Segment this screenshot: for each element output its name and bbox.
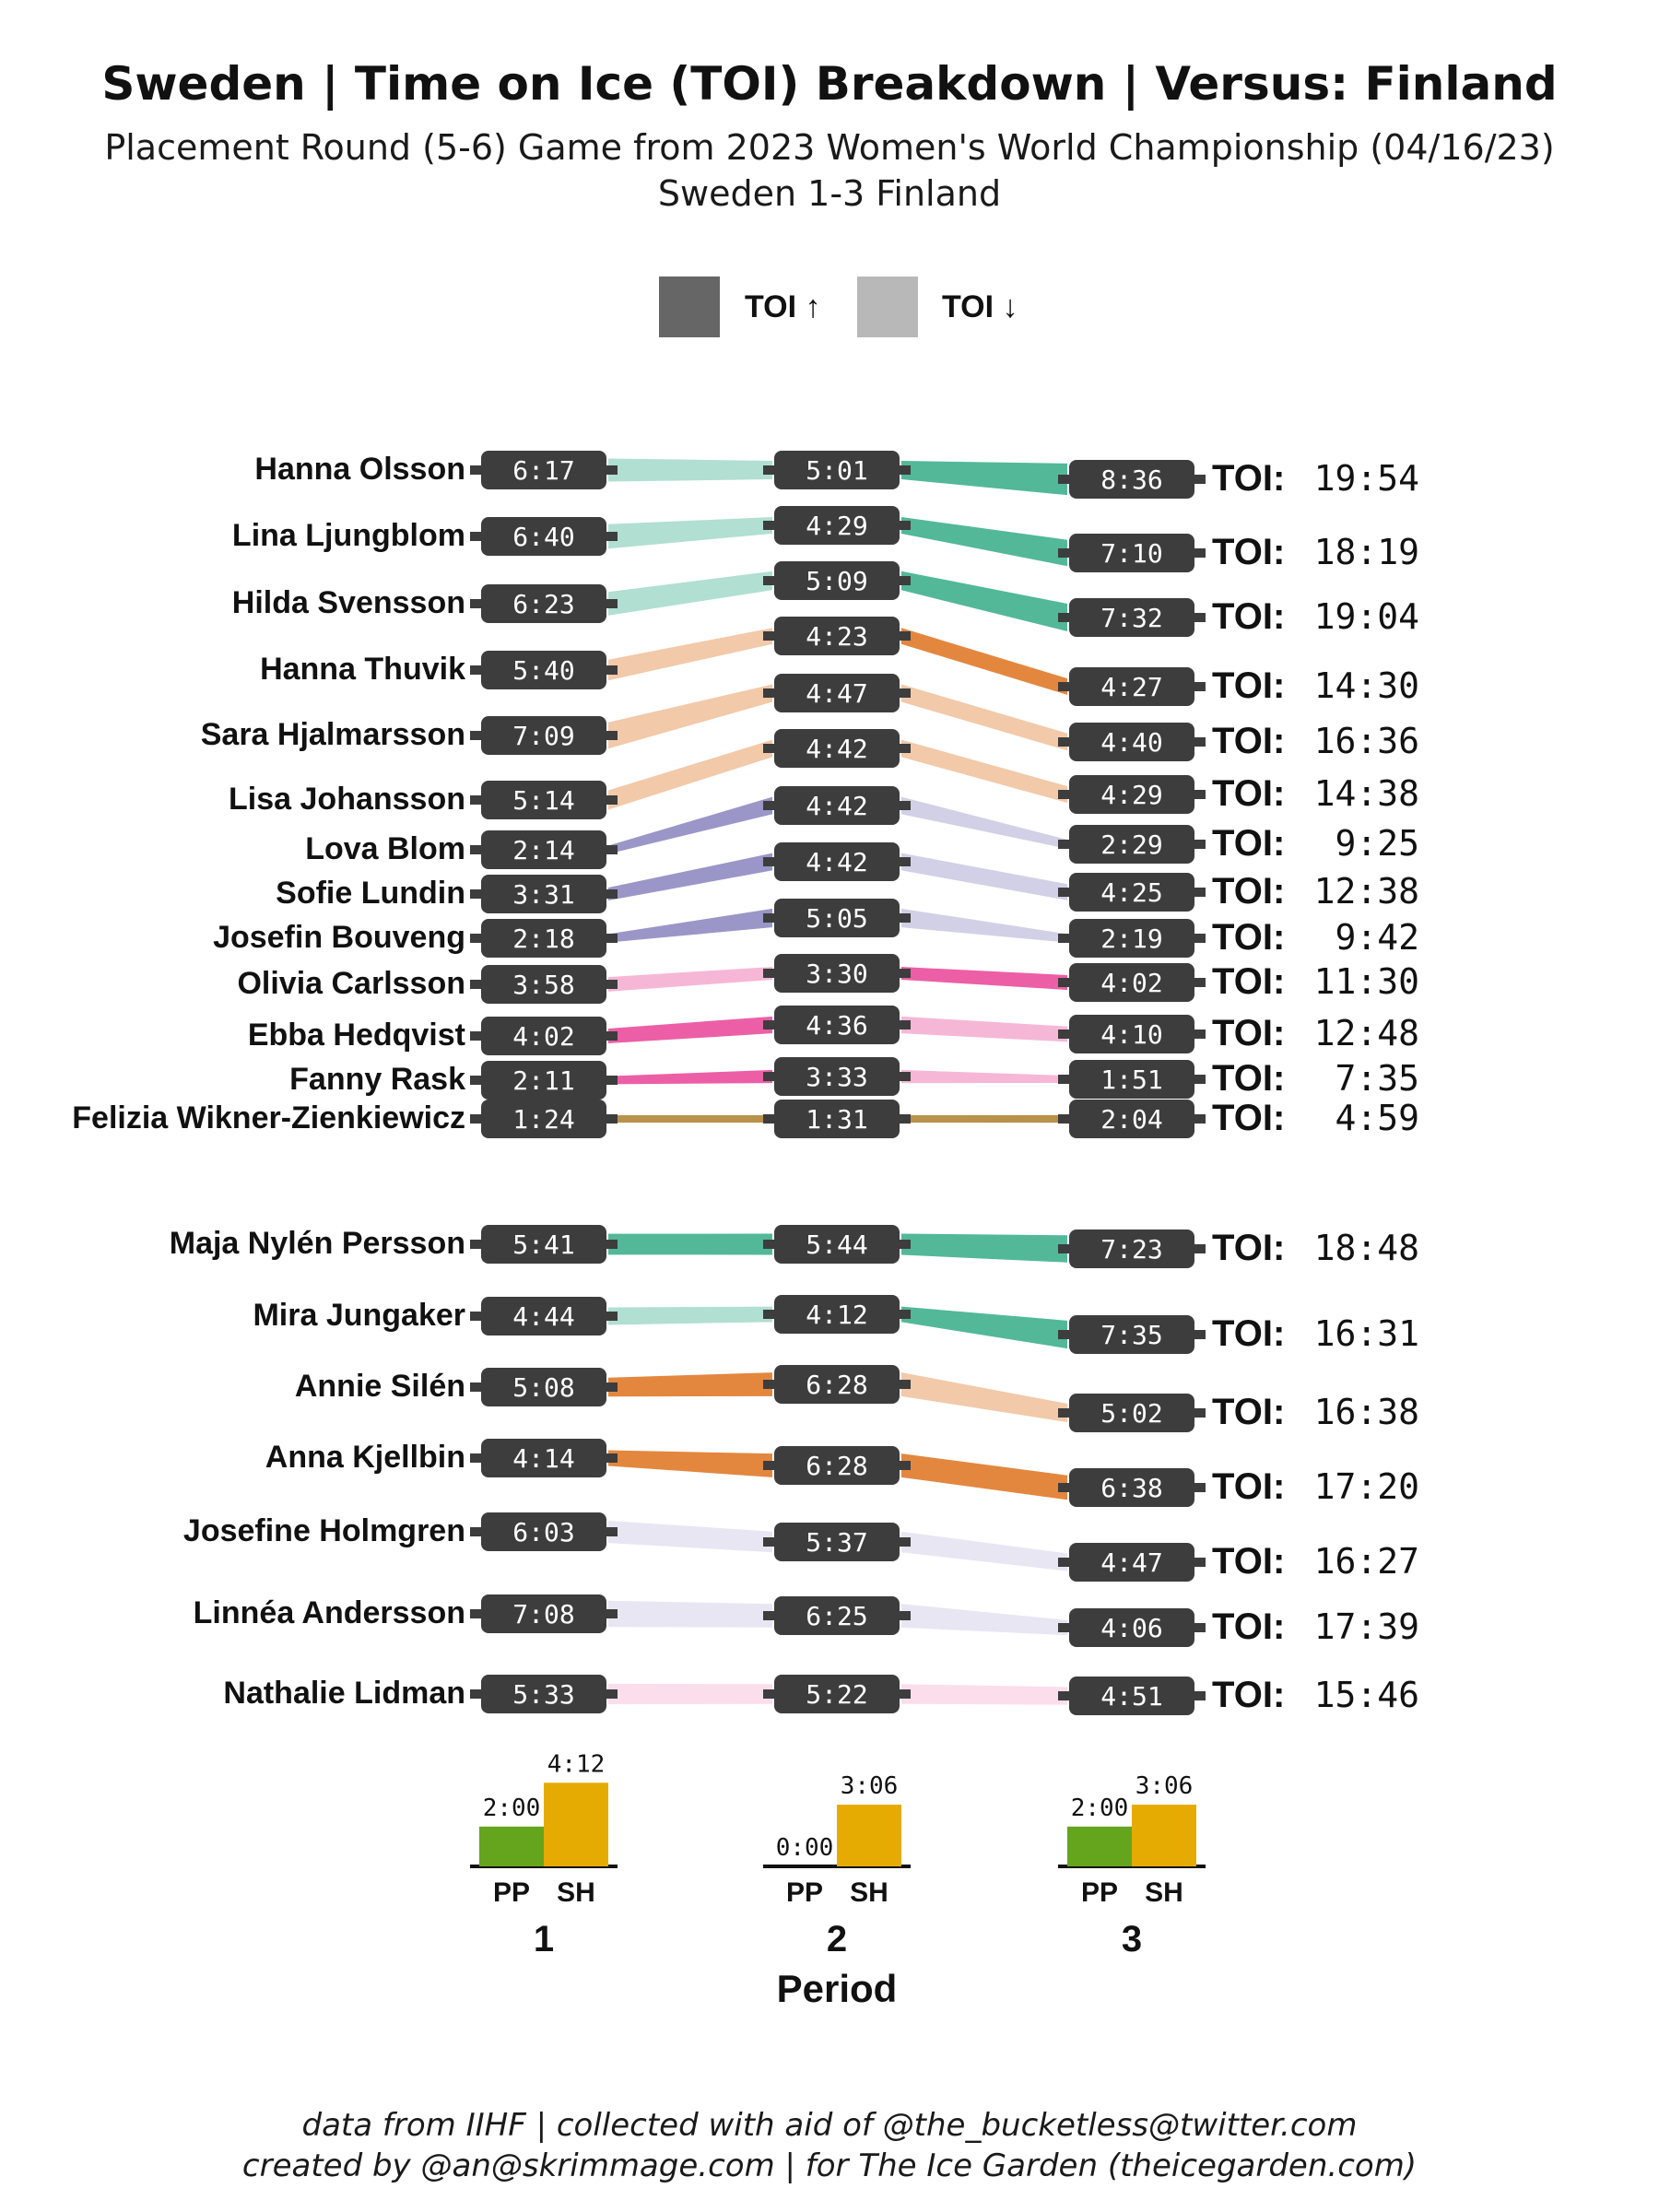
special-teams-value: 4:12 (547, 1750, 606, 1779)
period-toi-value: 2:29 (1100, 830, 1163, 860)
period-tick-label: 2 (826, 1919, 848, 1959)
toi-total-label: TOI: (1212, 823, 1286, 864)
toi-total-value: 11:30 (1313, 961, 1419, 1002)
period-toi-value: 1:31 (806, 1104, 868, 1135)
toi-band (608, 1521, 772, 1552)
period-toi-value: 4:29 (1100, 780, 1163, 810)
toi-total-label: TOI: (1212, 1013, 1286, 1053)
player-name: Annie Silén (294, 1369, 465, 1404)
toi-band (901, 1070, 1067, 1083)
toi-total-value: 19:04 (1313, 596, 1419, 637)
toi-total-label: TOI: (1212, 1466, 1286, 1507)
toi-total-label: TOI: (1212, 1058, 1286, 1099)
period-toi-value: 4:44 (512, 1301, 575, 1332)
toi-total-value: 16:36 (1313, 721, 1419, 761)
period-toi-value: 7:09 (512, 721, 575, 751)
period-toi-value: 2:14 (512, 835, 575, 865)
player-name: Hanna Thuvik (260, 652, 465, 687)
toi-total-label: TOI: (1212, 596, 1286, 637)
period-tick-label: 3 (1121, 1919, 1143, 1959)
toi-band (608, 1684, 772, 1704)
toi-total-value: 19:54 (1313, 458, 1419, 499)
toi-band (608, 458, 772, 481)
toi-total-label: TOI: (1212, 961, 1286, 1002)
toi-total-label: TOI: (1212, 1228, 1286, 1268)
toi-band (608, 797, 772, 854)
period-toi-value: 2:19 (1100, 924, 1163, 954)
chart-subtitle: Placement Round (5-6) Game from 2023 Women's World Championship (04/16/23) (104, 127, 1555, 168)
period-toi-value: 5:02 (1100, 1398, 1163, 1429)
special-teams-value: 0:00 (775, 1834, 834, 1862)
special-teams-bar (544, 1783, 608, 1866)
toi-total-label: TOI: (1212, 1392, 1286, 1432)
period-toi-value: 3:58 (512, 970, 575, 1000)
period-toi-value: 7:23 (1100, 1234, 1163, 1265)
toi-band (901, 740, 1067, 803)
period-toi-value: 5:33 (512, 1679, 575, 1710)
period-toi-value: 4:25 (1100, 877, 1163, 908)
special-teams-label: SH (850, 1877, 888, 1908)
period-toi-value: 7:08 (512, 1599, 575, 1630)
period-toi-value: 7:32 (1100, 603, 1163, 633)
toi-band (608, 1372, 772, 1396)
toi-band (901, 1234, 1067, 1263)
period-toi-value: 6:17 (512, 455, 575, 486)
toi-band (608, 1017, 772, 1043)
player-name: Sofie Lundin (276, 876, 465, 911)
toi-band (901, 909, 1067, 943)
toi-band (608, 853, 772, 900)
toi-band (901, 1017, 1067, 1041)
toi-total-label: TOI: (1212, 1098, 1286, 1138)
period-toi-value: 5:14 (512, 785, 575, 816)
player-name: Ebba Hedqvist (247, 1018, 465, 1053)
special-teams-value: 2:00 (1070, 1794, 1129, 1822)
toi-total-label: TOI: (1212, 871, 1286, 912)
player-name: Josefine Holmgren (182, 1513, 465, 1548)
period-toi-value: 7:35 (1100, 1320, 1163, 1350)
period-toi-value: 4:40 (1100, 727, 1163, 758)
player-name: Fanny Rask (289, 1062, 465, 1097)
toi-total-value: 18:19 (1313, 532, 1419, 572)
period-toi-value: 4:23 (806, 621, 868, 652)
toi-total-value: 12:48 (1313, 1013, 1419, 1053)
toi-total-value: 14:38 (1313, 773, 1419, 814)
period-toi-value: 6:38 (1100, 1473, 1163, 1503)
special-teams-bar (837, 1805, 901, 1866)
period-toi-value: 6:40 (512, 522, 575, 552)
footer-credit: created by @an@skrimmage.com | for The Ice Garden (theicegarden.com) (241, 2147, 1418, 2184)
period-toi-value: 6:03 (512, 1517, 575, 1547)
special-teams-value: 2:00 (482, 1794, 541, 1822)
toi-band (608, 1115, 772, 1123)
period-toi-value: 4:47 (806, 678, 868, 709)
toi-band (608, 909, 772, 943)
toi-total-value: 9:42 (1335, 917, 1419, 958)
period-toi-value: 6:28 (806, 1370, 868, 1400)
player-name: Linnéa Andersson (193, 1595, 465, 1630)
player-name: Olivia Carlsson (237, 966, 465, 1001)
period-toi-value: 4:27 (1100, 672, 1163, 702)
period-toi-value: 5:08 (512, 1372, 575, 1403)
toi-total-label: TOI: (1212, 1675, 1286, 1715)
toi-total-value: 18:48 (1313, 1228, 1419, 1268)
special-teams-label: PP (492, 1877, 531, 1908)
period-toi-value: 6:28 (806, 1451, 868, 1481)
toi-band (901, 853, 1067, 900)
period-toi-value: 2:04 (1100, 1104, 1163, 1135)
special-teams-label: PP (1080, 1877, 1119, 1908)
toi-total-value: 9:25 (1335, 823, 1419, 864)
period-toi-value: 4:29 (806, 511, 868, 541)
toi-total-value: 16:31 (1313, 1313, 1419, 1354)
player-name: Nathalie Lidman (223, 1676, 465, 1711)
toi-band (608, 571, 772, 616)
special-teams-label: SH (1145, 1877, 1183, 1908)
toi-band (608, 517, 772, 548)
toi-band (608, 1601, 772, 1628)
toi-band (608, 1070, 772, 1084)
period-toi-value: 5:41 (512, 1230, 575, 1260)
period-toi-value: 2:11 (512, 1065, 575, 1096)
player-name: Lova Blom (305, 831, 465, 866)
special-teams-label: SH (557, 1877, 595, 1908)
period-toi-value: 6:23 (512, 589, 575, 619)
toi-total-label: TOI: (1212, 532, 1286, 572)
toi-total-label: TOI: (1212, 917, 1286, 958)
footer-source: data from IIHF | collected with aid of @the_bucketless@twitter.com (301, 2107, 1358, 2144)
toi-band (608, 740, 772, 810)
toi-total-label: TOI: (1212, 1606, 1286, 1647)
toi-band (901, 1532, 1067, 1571)
toi-band (901, 797, 1067, 849)
toi-band (608, 1451, 772, 1477)
period-toi-value: 4:47 (1100, 1547, 1163, 1578)
player-name: Mira Jungaker (253, 1298, 465, 1333)
period-toi-value: 4:10 (1100, 1019, 1163, 1050)
player-name: Lina Ljungblom (231, 518, 465, 553)
player-name: Josefin Bouveng (213, 920, 465, 955)
period-toi-value: 2:18 (512, 924, 575, 954)
period-toi-value: 4:42 (806, 791, 868, 821)
period-toi-value: 4:02 (512, 1021, 575, 1052)
player-name: Hilda Svensson (231, 585, 465, 620)
toi-total-value: 4:59 (1335, 1098, 1419, 1138)
toi-band (608, 1307, 772, 1325)
period-toi-value: 4:12 (806, 1300, 868, 1330)
period-toi-value: 3:30 (806, 959, 868, 989)
toi-band (901, 571, 1067, 631)
period-toi-value: 5:05 (806, 903, 868, 934)
toi-band (901, 1453, 1067, 1500)
toi-total-value: 17:20 (1313, 1466, 1419, 1507)
legend-down-label: TOI ↓ (942, 289, 1018, 324)
special-teams-bar (1132, 1805, 1196, 1866)
special-teams-label: PP (785, 1877, 824, 1908)
special-teams-value: 3:06 (840, 1772, 899, 1801)
period-toi-value: 8:36 (1100, 465, 1163, 495)
chart-title: Sweden | Time on Ice (TOI) Breakdown | Versus: Finland (101, 57, 1558, 111)
toi-band (608, 684, 772, 748)
period-toi-value: 5:09 (806, 566, 868, 596)
special-teams-value: 3:06 (1135, 1772, 1194, 1801)
toi-band (608, 967, 772, 992)
period-tick-label: 1 (533, 1919, 555, 1959)
period-toi-value: 1:51 (1100, 1065, 1163, 1095)
toi-band (608, 628, 772, 680)
special-teams-bar (479, 1827, 544, 1866)
toi-band (901, 517, 1067, 566)
period-toi-value: 5:37 (806, 1527, 868, 1558)
period-toi-value: 4:51 (1100, 1681, 1163, 1712)
toi-band (901, 684, 1067, 750)
toi-total-value: 17:39 (1313, 1606, 1419, 1647)
chart-score: Sweden 1-3 Finland (657, 173, 1002, 214)
period-toi-value: 5:22 (806, 1679, 868, 1710)
player-name: Anna Kjellbin (265, 1440, 465, 1475)
player-name: Maja Nylén Persson (169, 1226, 465, 1261)
toi-total-label: TOI: (1212, 1313, 1286, 1354)
toi-total-value: 16:27 (1313, 1541, 1419, 1582)
toi-band (901, 1604, 1067, 1635)
toi-total-label: TOI: (1212, 458, 1286, 499)
toi-band (901, 1115, 1067, 1123)
period-toi-value: 7:10 (1100, 538, 1163, 569)
player-name: Lisa Johansson (229, 782, 465, 817)
x-axis-title: Period (776, 1967, 898, 2010)
period-toi-value: 4:14 (512, 1443, 575, 1474)
period-toi-value: 5:01 (806, 455, 868, 486)
toi-band (608, 1234, 772, 1255)
period-toi-value: 6:25 (806, 1601, 868, 1631)
player-name: Hanna Olsson (254, 452, 465, 487)
player-name: Felizia Wikner-Zienkiewicz (72, 1100, 465, 1135)
toi-band (901, 461, 1067, 495)
period-toi-value: 3:31 (512, 879, 575, 910)
toi-total-label: TOI: (1212, 665, 1286, 706)
legend-up-label: TOI ↑ (745, 289, 821, 324)
toi-total-label: TOI: (1212, 773, 1286, 814)
period-toi-value: 4:42 (806, 734, 868, 764)
toi-band (901, 1684, 1067, 1704)
toi-total-value: 12:38 (1313, 871, 1419, 912)
toi-total-value: 16:38 (1313, 1392, 1419, 1432)
period-toi-value: 4:42 (806, 847, 868, 877)
toi-band (901, 1307, 1067, 1349)
toi-total-value: 14:30 (1313, 665, 1419, 706)
toi-band (901, 1372, 1067, 1422)
period-toi-value: 5:44 (806, 1230, 868, 1260)
toi-band (901, 967, 1067, 990)
toi-total-label: TOI: (1212, 1541, 1286, 1582)
toi-band (901, 628, 1067, 695)
toi-total-value: 7:35 (1335, 1058, 1419, 1099)
period-toi-value: 1:24 (512, 1104, 575, 1135)
period-toi-value: 4:02 (1100, 968, 1163, 998)
period-toi-value: 5:40 (512, 655, 575, 686)
period-toi-value: 3:33 (806, 1062, 868, 1092)
player-name: Sara Hjalmarsson (200, 717, 465, 752)
period-toi-value: 4:36 (806, 1010, 868, 1041)
toi-total-value: 15:46 (1313, 1675, 1419, 1715)
period-toi-value: 4:06 (1100, 1613, 1163, 1643)
special-teams-bar (1067, 1827, 1132, 1866)
toi-total-label: TOI: (1212, 721, 1286, 761)
